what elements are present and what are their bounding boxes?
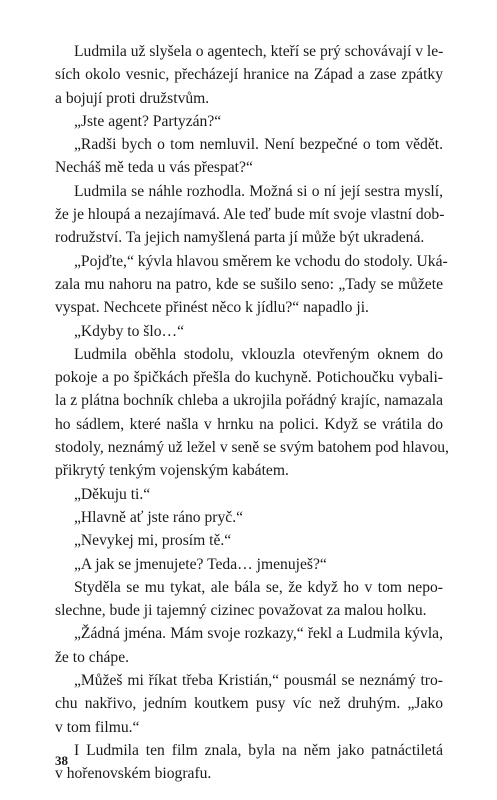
text-line: „Jste agent? Partyzán?“	[74, 112, 222, 130]
text-line: sích okolo vesnic, přecházejí hranice na Západ a zase zpátky	[55, 66, 443, 84]
text-line: že to chápe.	[55, 648, 130, 666]
body-text	[55, 40, 449, 786]
paragraph	[55, 133, 443, 180]
text-line: přikrytý tenkým vojenským kabátem.	[55, 462, 289, 480]
text-line: Necháš mě teda u vás přespat?“	[55, 159, 253, 177]
text-line: „Radši bych o tom nemluvil. Není bezpečné o tom vědět.	[74, 136, 443, 154]
text-line: v tom filmu.“	[55, 718, 140, 736]
text-line: slechne, bude ji tajemný cizinec považovat za malou holku.	[55, 602, 427, 620]
text-line: zala mu nahoru na patro, kde se sušilo seno: „Tady se můžete	[55, 275, 443, 293]
paragraph	[55, 483, 443, 506]
text-line: v hořenovském biografu.	[55, 765, 212, 783]
paragraph	[55, 110, 443, 133]
text-line: že je hloupá a nezajímavá. Ale teď bude mít svoje vlastní dob-	[55, 206, 445, 224]
text-line: stodoly, neznámý už ležel v seně se svým batohem pod hlavou,	[55, 439, 449, 457]
paragraph	[55, 343, 449, 483]
page-number: 38	[55, 753, 68, 768]
paragraph	[55, 622, 443, 669]
paragraph	[55, 320, 443, 343]
paragraph	[55, 669, 443, 739]
paragraph	[55, 739, 443, 786]
paragraph	[55, 180, 443, 250]
text-line: „Pojďte,“ kývla hlavou směrem ke vchodu do stodoly. Uká-	[74, 252, 448, 270]
text-line: „Můžeš mi říkat třeba Kristián,“ pousmál se neznámý tro-	[74, 672, 443, 690]
text-line: „A jak se jmenujete? Teda… jmenuješ?“	[74, 555, 327, 573]
text-line: Ludmila se náhle rozhodla. Možná si o ní její sestra myslí,	[74, 182, 443, 200]
paragraph	[55, 529, 443, 552]
text-line: rodružství. Ta jejich namyšlená parta jí může být ukradená.	[55, 229, 425, 247]
text-line: la z plátna bochník chleba a ukrojila pořádný krajíc, namazala	[55, 392, 443, 410]
paragraph	[55, 553, 443, 576]
text-line: „Žádná jména. Mám svoje rozkazy,“ řekl a Ludmila kývla,	[74, 625, 443, 643]
text-line: Ludmila oběhla stodolu, vklouzla otevřeným oknem do	[74, 345, 443, 363]
text-line: „Děkuju ti.“	[74, 485, 151, 503]
paragraph	[55, 40, 443, 110]
text-line: pokoje a po špičkách přešla do kuchyně. Potichoučku vybali-	[55, 369, 443, 387]
text-line: vyspat. Nechcete přinést něco k jídlu?“ napadlo ji.	[55, 299, 369, 317]
text-line: I Ludmila ten film znala, byla na něm jako patnáctiletá	[74, 741, 443, 759]
text-line: ho sádlem, které našla v hrnku na polici. Když se vrátila do	[55, 415, 443, 433]
paragraph	[55, 506, 443, 529]
text-line: chu nakřivo, jedním koutkem pusy víc než druhým. „Jako	[55, 695, 443, 713]
text-line: „Hlavně ať jste ráno pryč.“	[74, 508, 244, 526]
text-line: Styděla se mu tykat, ale bála se, že když ho v tom nepo-	[74, 578, 443, 596]
paragraph	[55, 576, 443, 623]
text-line: Ludmila už slyšela o agentech, kteří se prý schovávají v le-	[74, 43, 444, 60]
text-line: „Nevykej mi, prosím tě.“	[74, 532, 232, 550]
text-line: a bojují proti družstvům.	[55, 89, 210, 107]
paragraph	[55, 250, 448, 320]
text-line: „Kdyby to šlo…“	[74, 322, 185, 340]
